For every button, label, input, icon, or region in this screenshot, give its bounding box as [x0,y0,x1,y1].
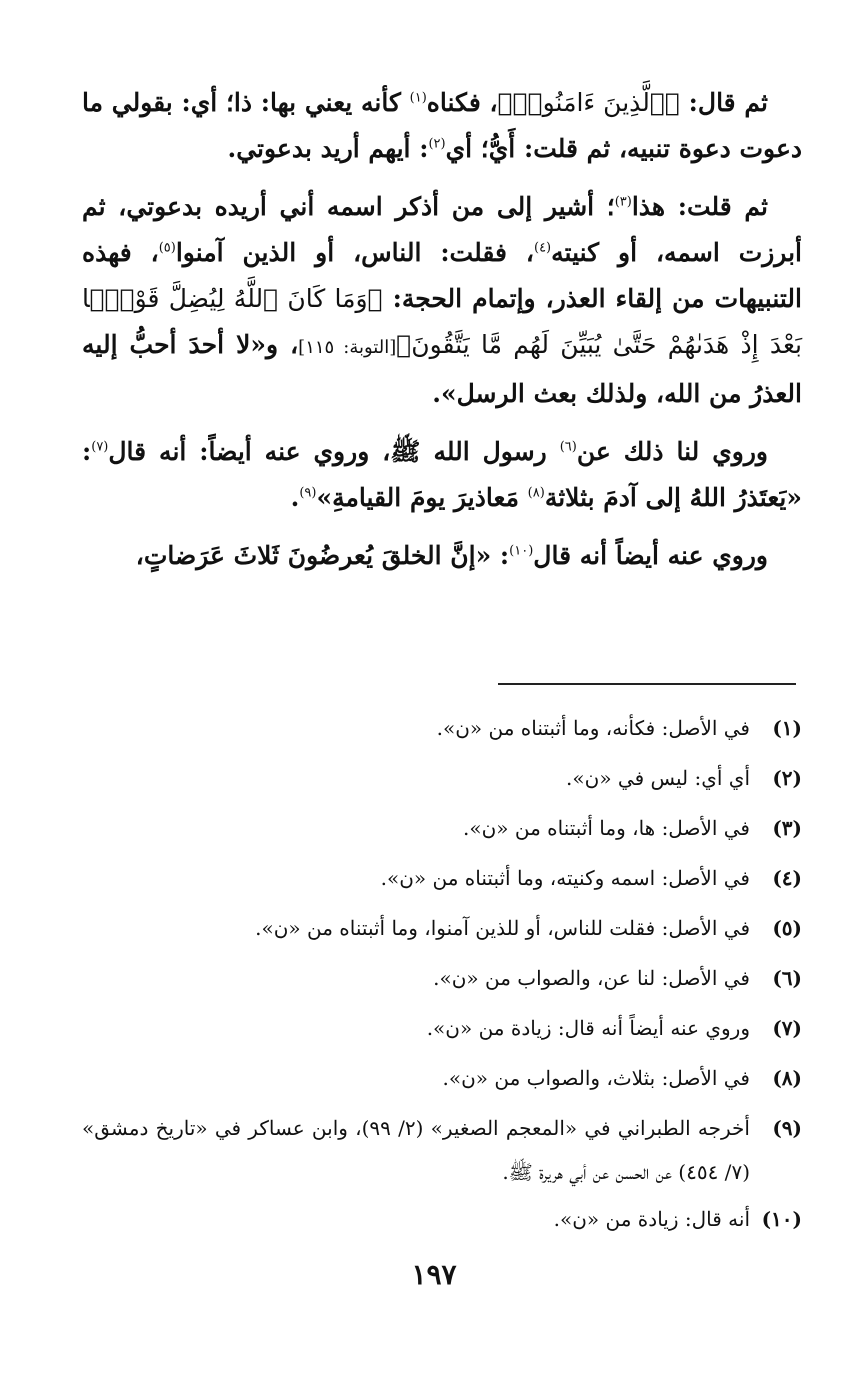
footnote-number: (٨) [772,1066,802,1090]
footnote-text: وروي عنه أيضاً أنه قال: زيادة من «ن». [426,1016,750,1040]
footnote-text: أخرجه الطبراني في «المعجم الصغير» (٢/ ٩٩)، وابن عساكر في «تاريخ دمشق» (٧/ ٤٥٤) عن الحسن عن أبي هريرة ﷺ. [82,1116,750,1184]
footnote-marker: (٧) [91,439,109,455]
paragraph-text: : أيهم أريد بدعوتي. [227,134,429,163]
paragraph [82,80,802,172]
paragraph-text: كأنه يعني بها: ذا؛ أي: بقولي ما دعوت دعوة تنبيه، ثم قلت: أَيُّ؛ أي [82,88,802,163]
footnote-marker: (٨) [527,485,545,501]
paragraph-text: ، فهذه التنبيهات من إلقاء العذر، وإتمام الحجة: [82,238,802,313]
footnote-number: (٧) [772,1016,802,1040]
quran-verse: ﴿وَمَا كَانَ ٱللَّهُ لِيُضِلَّ قَوْمًۢا بَعْدَ إِذْ هَدَىٰهُمْ حَتَّىٰ يُبَيِّنَ لَهُم مَّا يَتَّقُونَ﴾ [82,284,802,359]
main-text [82,80,802,591]
footnote-marker: (٤) [533,240,552,256]
footnote-marker: (٥) [158,240,176,256]
paragraph [82,533,802,579]
paragraph-text: ثم قلت: هذا [631,192,768,221]
paragraph-text: رسول الله ﷺ، وروي عنه أيضاً: أنه قال [108,437,560,466]
footnote-number: (١) [772,716,802,740]
paragraph-text: وروي عنه أيضاً أنه قال [533,541,768,570]
footnote [82,803,802,853]
footnote [82,1053,802,1103]
paragraph-text: مَعاذيرَ يومَ القيامةِ» [316,483,528,512]
footnote-number: (٣) [772,816,802,840]
footnote-number: (٩) [772,1116,802,1140]
paragraph [82,429,802,521]
footnote-text: في الأصل: بثلاث، والصواب من «ن». [442,1066,750,1090]
footnote-separator [498,683,796,685]
footnote-marker: (٣) [614,194,632,210]
footnote-text: في الأصل: اسمه وكنيته، وما أثبتناه من «ن». [380,866,750,890]
footnote-number: (٦) [772,966,802,990]
footnote-text: في الأصل: فكأنه، وما أثبتناه من «ن». [436,716,750,740]
verse-reference: [التوبة: ١١٥] [298,337,397,358]
footnote [82,853,802,903]
footnote-marker: (١٠) [509,543,534,559]
footnote-text: في الأصل: فقلت للناس، أو للذين آمنوا، وما أثبتناه من «ن». [255,916,750,940]
paragraph-text: : «إنَّ الخلقَ يُعرضُونَ ثَلاثَ عَرَضاتٍ، [135,541,510,570]
footnote-number: (١٠) [761,1207,802,1231]
footnote [82,903,802,953]
footnote-marker: (٦) [559,439,577,455]
footnote-marker: (٩) [299,485,317,501]
footnote-number: (٥) [772,916,802,940]
paragraph-text: ، فقلت: الناس، أو الذين آمنوا [175,238,534,267]
footnote-text: في الأصل: ها، وما أثبتناه من «ن». [462,816,750,840]
paragraph-text: ؛ أشير إلى من أذكر اسمه أني أريده بدعوتي، ثم أبرزت اسمه، أو كنيته [82,192,803,267]
footnote-text: أنه قال: زيادة من «ن». [553,1207,750,1231]
paragraph-text: ، فكناه [426,88,498,117]
footnote-text: في الأصل: لنا عن، والصواب من «ن». [433,966,750,990]
footnote-number: (٢) [772,766,802,790]
footnotes [82,703,802,1244]
footnote [82,1003,802,1053]
quran-verse: ﴿ٱلَّذِينَ ءَامَنُوا۟﴾ [497,88,680,117]
paragraph-text: . [290,483,300,512]
footnote-text: أي أي: ليس في «ن». [566,766,750,790]
paragraph [82,184,802,417]
paragraph-text: : «يَعتَذرُ اللهُ إلى آدمَ بثلاثة [82,437,802,512]
footnote-marker: (٢) [428,136,446,152]
paragraph-text: وروي لنا ذلك عن [576,437,768,466]
footnote-number: (٤) [772,866,802,890]
paragraph-text: ، و«لا أحدَ أحبُّ إليه العذرُ من الله، ولذلك بعث الرسل». [82,330,802,408]
footnote-marker: (١) [409,90,427,106]
footnote [82,953,802,1003]
footnote [82,703,802,753]
page-number: ١٩٧ [411,1258,457,1291]
footnote [82,1103,802,1194]
footnote [82,1194,802,1244]
paragraph-text: ثم قال: [679,88,768,117]
footnote [82,753,802,803]
